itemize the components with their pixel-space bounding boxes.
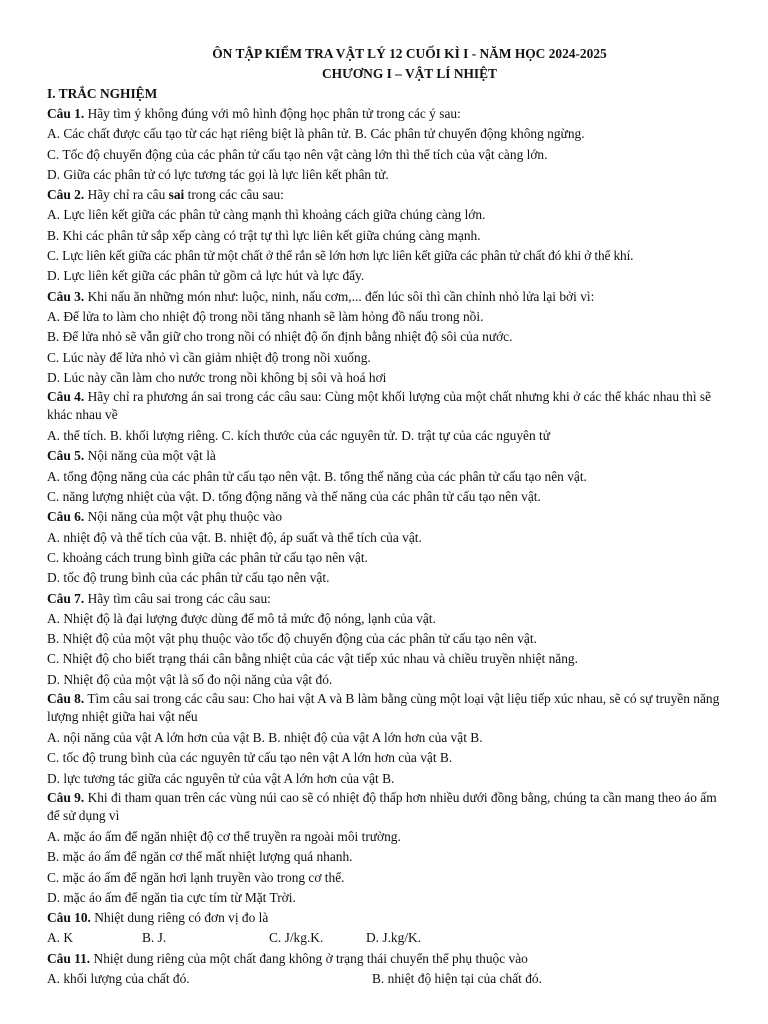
question-8 (47, 690, 727, 728)
question-text: Hãy chỉ ra phương án sai trong các câu sau: Cùng một khối lượng của một chất nhưng khi ở các thể khác nhau thì sẽ khác nhau về (47, 389, 712, 423)
q3-option-c: C. Lúc này để lửa nhỏ vì cần giảm nhiệt độ trong nồi xuống. (47, 349, 371, 365)
q11-option-b: B. nhiệt độ hiện tại của chất đó. (372, 970, 542, 986)
q2-option-d: D. Lực liên kết giữa các phân tử gồm cả lực hút và lực đẩy. (47, 268, 365, 284)
question-text-post: trong các câu sau: (184, 187, 284, 203)
q10-options (47, 928, 727, 948)
question-11 (47, 949, 727, 969)
question-text: Khi nấu ăn những món như: luộc, ninh, nấu cơm,... đến lúc sôi thì cần chỉnh nhỏ lửa lại bởi vì: (84, 288, 595, 304)
question-number: Câu 8. (47, 691, 85, 707)
question-number: Câu 10. (47, 910, 91, 926)
question-number: Câu 4. (47, 389, 85, 405)
q9-option-c: C. mặc áo ấm để ngăn hơi lạnh truyền vào trong cơ thể. (47, 869, 345, 885)
question-text: Hãy tìm câu sai trong các câu sau: (84, 590, 271, 606)
q11-options (47, 969, 727, 989)
q9-option-b: B. mặc áo ấm để ngăn cơ thể mất nhiệt lượng quá nhanh. (47, 849, 353, 865)
q4-options: A. thể tích. B. khối lượng riêng. C. kích thước của các nguyên tử. D. trật tự của các nguyên tử (47, 428, 550, 444)
q9-option-d: D. mặc áo ấm để ngăn tia cực tím từ Mặt Trời. (47, 889, 296, 905)
q7-option-c: C. Nhiệt độ cho biết trạng thái cân bằng nhiệt của các vật tiếp xúc nhau và chiều truyền nhiệt năng. (47, 651, 578, 667)
question-text-pre: Hãy chỉ ra câu (84, 187, 169, 203)
question-text: Nội năng của một vật phụ thuộc vào (84, 509, 283, 525)
q7-option-a: A. Nhiệt độ là đại lượng được dùng để mô tả mức độ nóng, lạnh của vật. (47, 610, 436, 626)
q2-option-c: C. Lực liên kết giữa các phân tử một chất ở thể rắn sẽ lớn hơn lực liên kết giữa các phân tử chất đó khi ở thể khí. (47, 248, 634, 264)
question-number: Câu 9. (47, 789, 85, 805)
question-4 (47, 388, 727, 426)
q10-option-d: D. J.kg/K. (366, 930, 422, 946)
question-number: Câu 11. (47, 950, 91, 966)
question-text: Nội năng của một vật là (84, 448, 216, 464)
q1-options-ab: A. Các chất được cấu tạo từ các hạt riêng biệt là phân tử. B. Các phân tử chuyển động không ngừng. (47, 126, 585, 142)
q3-option-d: D. Lúc này cần làm cho nước trong nồi không bị sôi và hoá hơi (47, 369, 387, 385)
question-number: Câu 2. (47, 187, 85, 203)
question-3 (47, 287, 727, 307)
q10-option-b: B. J. (142, 930, 167, 946)
question-text: Hãy tìm ý không đúng với mô hình động học phân tử trong các ý sau: (84, 106, 461, 121)
q8-options-ab: A. nội năng của vật A lớn hơn của vật B. B. nhiệt độ của vật A lớn hơn của vật B. (47, 730, 483, 746)
q3-option-a: A. Để lửa to làm cho nhiệt độ trong nồi tăng nhanh sẽ làm hỏng đồ nấu trong nồi. (47, 308, 484, 324)
question-text: Nhiệt dung riêng của một chất đang không ở trạng thái chuyển thể phụ thuộc vào (90, 950, 528, 966)
question-2 (47, 185, 727, 205)
q8-option-d: D. lực tương tác giữa các nguyên tử của vật A lớn hơn của vật B. (47, 770, 395, 786)
q11-option-a: A. khối lượng của chất đó. (47, 970, 190, 986)
question-5 (47, 446, 727, 466)
question-number: Câu 1. (47, 106, 85, 121)
question-text: Khi đi tham quan trên các vùng núi cao sẽ có nhiệt độ thấp hơn nhiều dưới đồng bằng, chúng ta cần mang theo áo ấm để sử dụng vì (47, 789, 717, 823)
q8-option-c: C. tốc độ trung bình của các nguyên tử cấu tạo nên vật A lớn hơn của vật B. (47, 750, 453, 766)
q7-option-d: D. Nhiệt độ của một vật là số đo nội năng của vật đó. (47, 671, 333, 687)
question-text-emphasis: sai (168, 187, 185, 203)
question-9 (47, 789, 727, 827)
q2-option-a: A. Lực liên kết giữa các phân tử càng mạnh thì khoảng cách giữa chúng càng lớn. (47, 207, 486, 223)
section-heading: I. TRẮC NGHIỆM (47, 86, 158, 101)
question-text: Nhiệt dung riêng có đơn vị đo là (90, 910, 269, 926)
question-7 (47, 589, 727, 609)
q1-option-d: D. Giữa các phân tử có lực tương tác gọi là lực liên kết phân tử. (47, 166, 389, 182)
title-line-1: ÔN TẬP KIỂM TRA VẬT LÝ 12 CUỐI KÌ I - NĂM HỌC 2024-2025 (212, 46, 607, 61)
question-1 (47, 104, 727, 124)
question-6 (47, 507, 727, 527)
question-text: Tìm câu sai trong các câu sau: Cho hai vật A và B làm bằng cùng một loại vật liệu tiếp xúc nhau, sẽ có sự truyền năng lượng nhiệt giữa hai vật nếu (47, 691, 720, 725)
q1-option-c: C. Tốc độ chuyển động của các phân tử cấu tạo nên vật càng lớn thì thể tích của vật càng lớn. (47, 146, 548, 162)
question-number: Câu 3. (47, 288, 85, 304)
exam-page (47, 44, 727, 989)
q3-option-b: B. Để lửa nhỏ sẽ vẫn giữ cho trong nồi có nhiệt độ ổn định bằng nhiệt độ sôi của nước. (47, 329, 513, 345)
q6-option-d: D. tốc độ trung bình của các phân tử cấu tạo nên vật. (47, 570, 330, 586)
q5-options-ab: A. tổng động năng của các phân tử cấu tạo nên vật. B. tổng thế năng của các phân tử cấu tạo nên vật. (47, 468, 587, 484)
q9-option-a: A. mặc áo ấm để ngăn nhiệt độ cơ thể truyền ra ngoài môi trường. (47, 828, 401, 844)
q5-options-cd: C. năng lượng nhiệt của vật. D. tổng động năng và thế năng của các phân tử cấu tạo nên vật. (47, 489, 541, 505)
q7-option-b: B. Nhiệt độ của một vật phụ thuộc vào tốc độ chuyển động của các phân tử cấu tạo nên vật. (47, 631, 537, 647)
q6-option-c: C. khoảng cách trung bình giữa các phân tử cấu tạo nên vật. (47, 549, 368, 565)
question-number: Câu 5. (47, 448, 85, 464)
q6-options-ab: A. nhiệt độ và thể tích của vật. B. nhiệt độ, áp suất và thể tích của vật. (47, 529, 422, 545)
q10-option-a: A. K (47, 930, 74, 946)
question-10 (47, 908, 727, 928)
q10-option-c: C. J/kg.K. (269, 930, 324, 946)
question-number: Câu 7. (47, 590, 85, 606)
q2-option-b: B. Khi các phân tử sắp xếp càng có trật tự thì lực liên kết giữa chúng càng mạnh. (47, 227, 481, 243)
question-number: Câu 6. (47, 509, 85, 525)
title-line-2: CHƯƠNG I – VẬT LÍ NHIỆT (322, 66, 497, 81)
